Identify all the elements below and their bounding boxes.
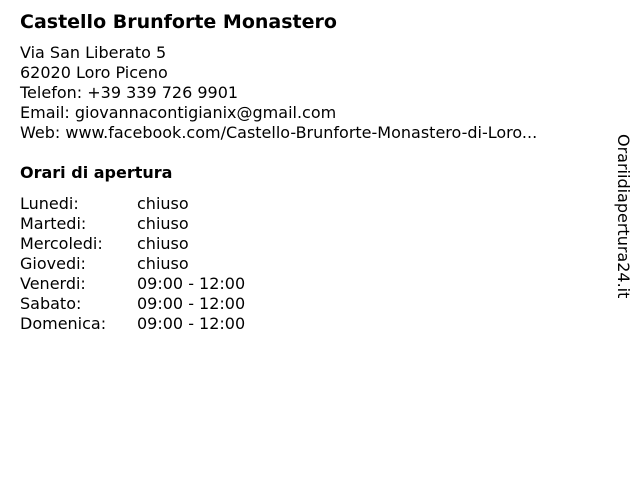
hours-day: Venerdi: xyxy=(20,274,86,293)
hours-day: Lunedi: xyxy=(20,194,79,213)
hours-value: chiuso xyxy=(137,254,189,273)
hours-day: Sabato: xyxy=(20,294,82,313)
address-line-street: Via San Liberato 5 xyxy=(20,43,167,62)
hours-day: Domenica: xyxy=(20,314,107,333)
phone-line: Telefon: +39 339 726 9901 xyxy=(20,83,239,102)
hours-value: chiuso xyxy=(137,214,189,233)
hours-value: chiuso xyxy=(137,234,189,253)
email-line: Email: giovannacontigianix@gmail.com xyxy=(20,103,337,122)
contact-block xyxy=(20,43,537,143)
hours-day: Mercoledi: xyxy=(20,234,103,253)
site-watermark-text: Orariidiapertura24.it xyxy=(614,134,633,299)
hours-value: 09:00 - 12:00 xyxy=(137,294,246,313)
site-watermark xyxy=(612,134,634,310)
opening-hours-heading: Orari di apertura xyxy=(20,163,173,182)
page-title: Castello Brunforte Monastero xyxy=(20,11,337,33)
hours-value: 09:00 - 12:00 xyxy=(137,274,246,293)
hours-day: Giovedi: xyxy=(20,254,86,273)
hours-day: Martedi: xyxy=(20,214,87,233)
web-line: Web: www.facebook.com/Castello-Brunforte-Monastero-di-Loro... xyxy=(20,123,538,142)
address-line-city: 62020 Loro Piceno xyxy=(20,63,168,82)
hours-value: 09:00 - 12:00 xyxy=(137,314,246,333)
hours-value: chiuso xyxy=(137,194,189,213)
